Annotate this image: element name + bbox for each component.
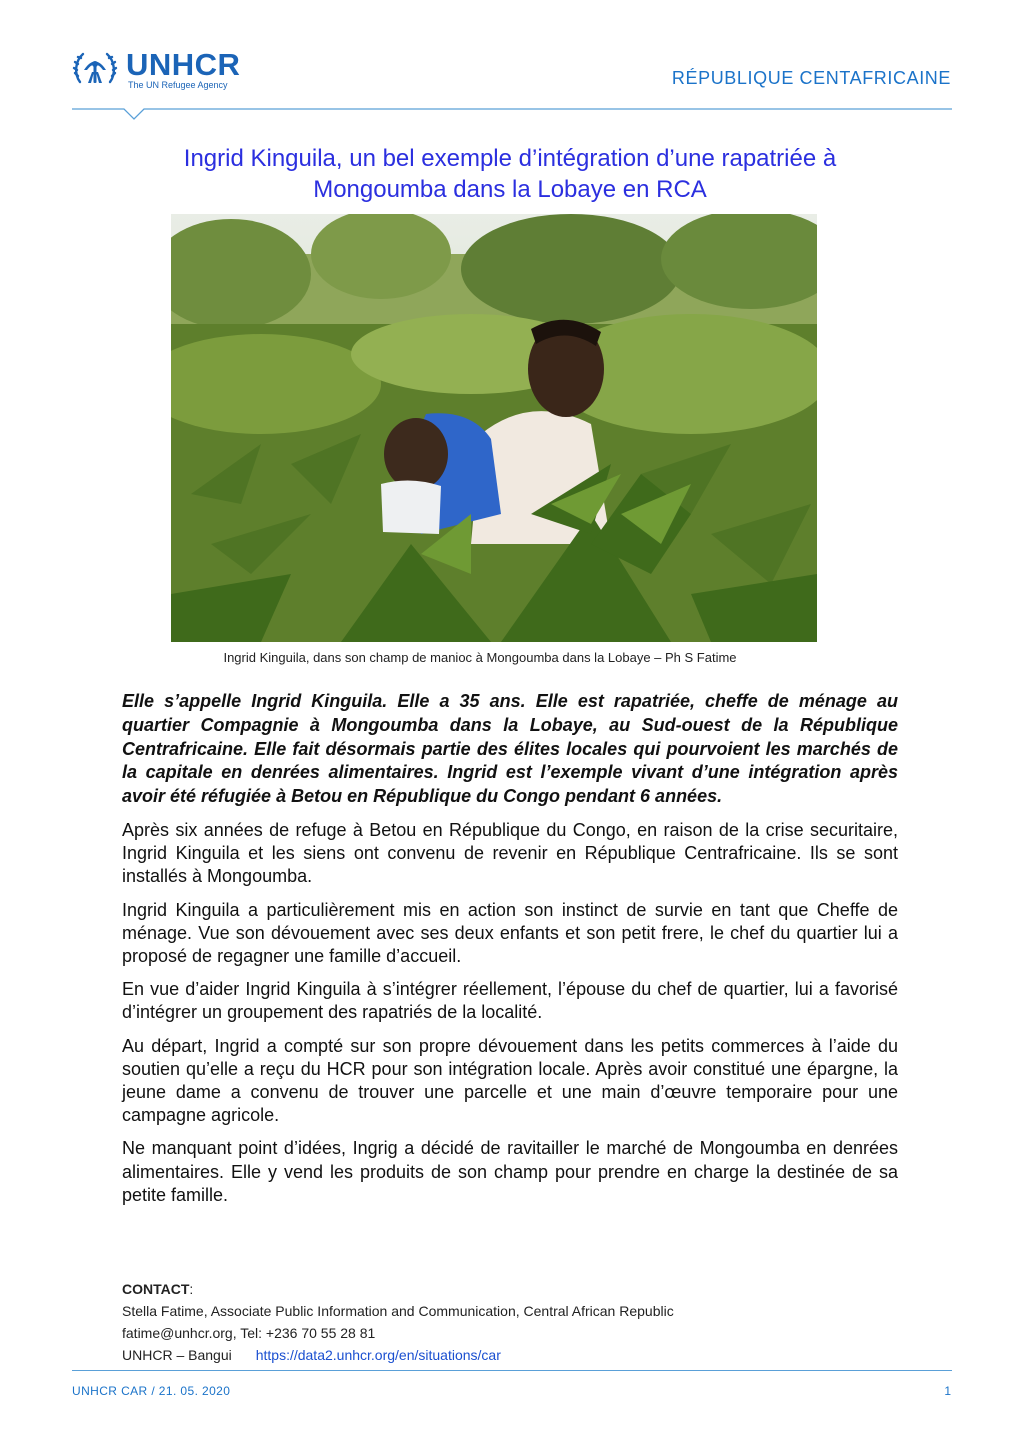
contact-office: UNHCR – Bangui — [122, 1347, 232, 1363]
contact-label: CONTACT — [122, 1281, 190, 1297]
cassava-field-photo — [171, 214, 817, 642]
contact-office-row — [122, 1344, 882, 1366]
situation-link[interactable]: https://data2.unhcr.org/en/situations/car — [255, 1347, 501, 1363]
article-title-line2: Mongoumba dans la Lobaye en RCA — [313, 176, 707, 203]
contact-heading — [122, 1278, 882, 1300]
logo-tagline: The UN Refugee Agency — [128, 80, 228, 90]
page-number: 1 — [944, 1384, 951, 1398]
contact-email-phone: fatime@unhcr.org, Tel: +236 70 55 28 81 — [122, 1325, 376, 1341]
body-paragraph: Au départ, Ingrid a compté sur son propre dévouement dans les petits commerces à l’aide du soutien qu’elle a reçu du HCR pour son intégration locale. Après avoir constitué une épargne, la jeune dame a convenu de trouver une parcelle et une main d’œuvre temporaire pour une campagne agricole. — [122, 1035, 898, 1126]
logo-wordmark: UNHCR — [126, 47, 241, 82]
contact-block — [122, 1278, 882, 1366]
country-heading: RÉPUBLIQUE CENTAFRICAINE — [671, 68, 951, 88]
contact-person: Stella Fatime, Associate Public Information and Communication, Central African Republic — [122, 1303, 674, 1319]
unhcr-emblem-icon — [72, 46, 118, 92]
contact-colon: : — [189, 1281, 194, 1297]
article-body — [122, 690, 898, 1217]
article-title-line1: Ingrid Kinguila, un bel exemple d’intégration d’une rapatriée à — [183, 145, 837, 172]
lead-paragraph: Elle s’appelle Ingrid Kinguila. Elle a 35 ans. Elle est rapatriée, cheffe de ménage au quartier Compagnie à Mongoumba dans la Lobaye, au Sud-ouest de la République Centrafricaine. Elle fait désormais partie des élites locales qui pourvoient les marchés de la capitale en denrées alimentaires. Ingrid est l’exemple vivant d’une intégration après avoir été réfugiée à Betou en République du Congo pendant 6 années. — [122, 691, 898, 807]
body-paragraph: En vue d’aider Ingrid Kinguila à s’intégrer réellement, l’épouse du chef de quartier, lui a favorisé d’intégrer un groupement des rapatriés de la localité. — [122, 979, 898, 1023]
photo-caption: Ingrid Kinguila, dans son champ de manioc à Mongoumba dans la Lobaye – Ph S Fatime — [223, 650, 737, 665]
article-title — [100, 143, 920, 205]
header-divider — [0, 108, 1024, 128]
field-photo — [171, 214, 817, 642]
body-paragraph: Ne manquant point d’idées, Ingrig a décidé de ravitailler le marché de Mongoumba en denrées alimentaires. Elle y vend les produits de son champ pour prendre en charge la destinée de sa petite famille. — [122, 1138, 898, 1205]
footer-office-date: UNHCR CAR / 21. 05. 2020 — [72, 1384, 231, 1398]
body-paragraph: Après six années de refuge à Betou en République du Congo, en raison de la crise securitaire, Ingrid Kinguila et les siens ont convenu de revenir en République Centrafricaine. Ils se sont installés à Mongoumba. — [122, 819, 898, 887]
body-paragraph: Ingrid Kinguila a particulièrement mis en action son instinct de survie en tant que Cheffe de ménage. Vue son dévouement avec ses deux enfants et son petit frere, le chef du quartier lui a proposé de regagner une famille d’accueil. — [122, 899, 898, 966]
footer-divider — [72, 1370, 952, 1371]
unhcr-logo — [72, 46, 262, 92]
